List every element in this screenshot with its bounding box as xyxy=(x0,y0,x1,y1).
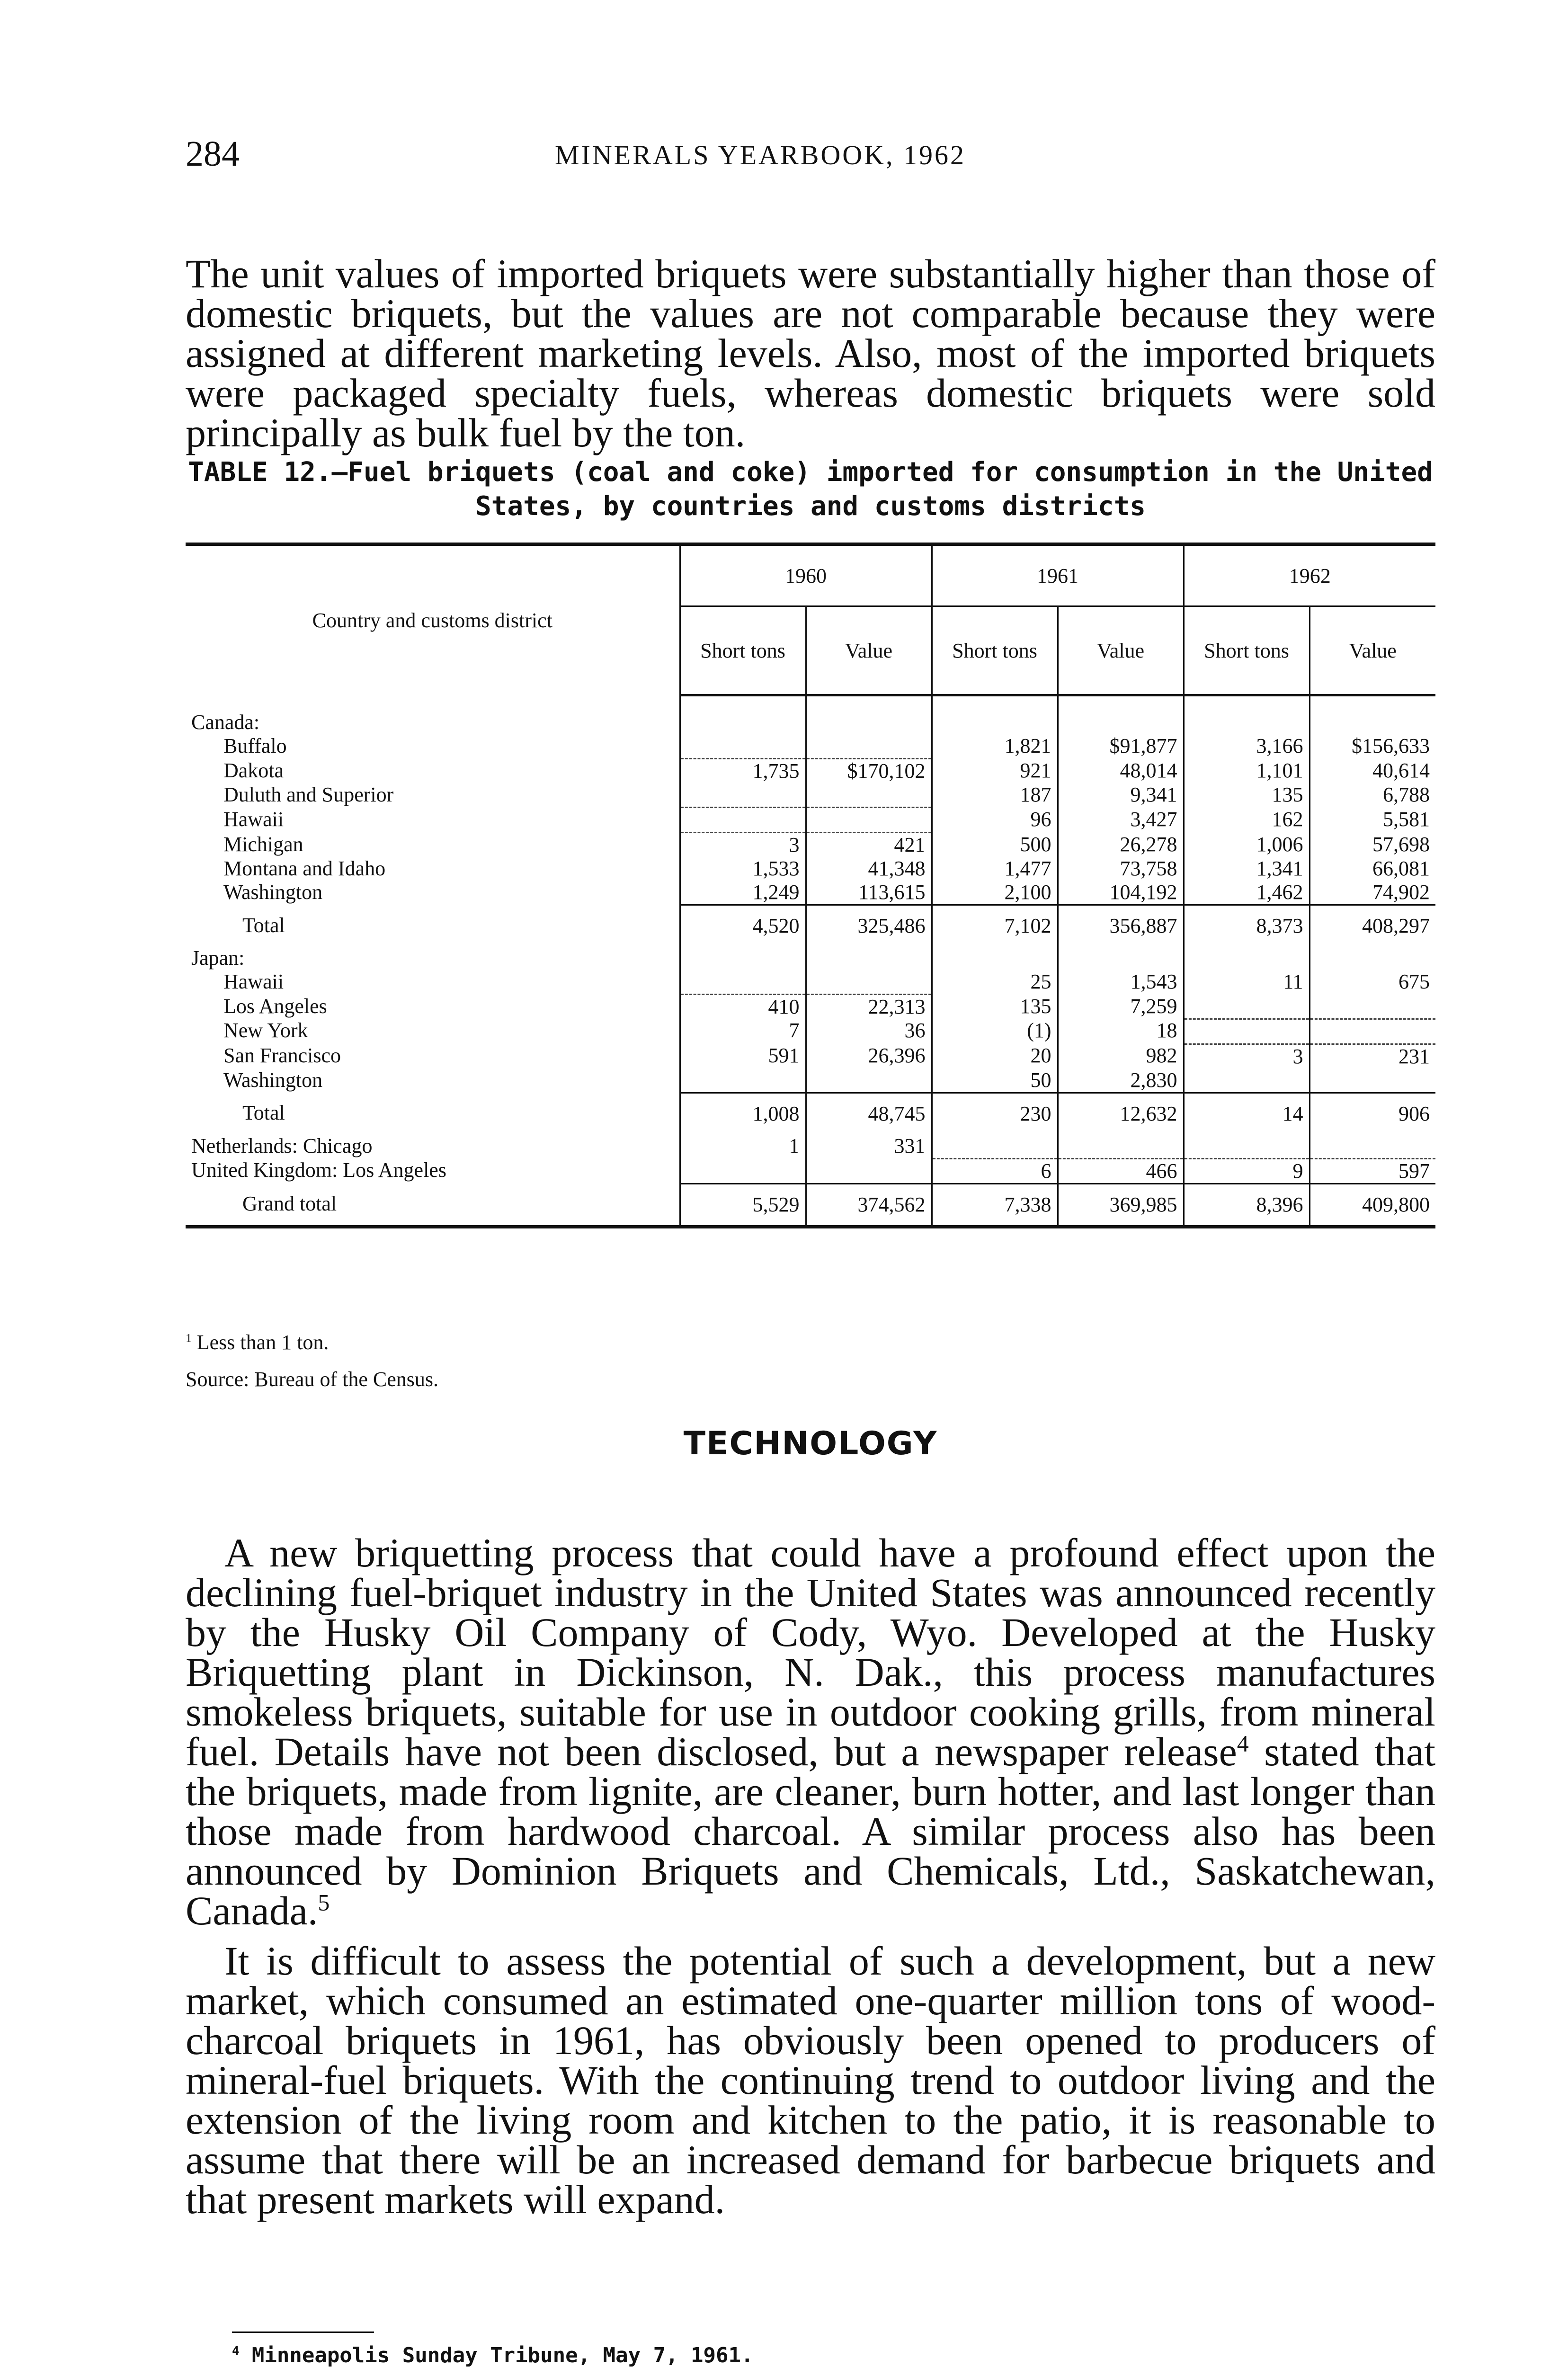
cell: 11 xyxy=(1184,970,1310,995)
cell: 466 xyxy=(1058,1158,1184,1184)
table-row xyxy=(186,995,1435,1019)
cell: 1,101 xyxy=(1184,759,1310,783)
row-label: Netherlands: Chicago xyxy=(191,1134,373,1157)
cell: 409,800 xyxy=(1310,1184,1435,1227)
row-label: Total xyxy=(242,913,285,937)
row-label: Dakota xyxy=(223,758,284,782)
cell: 74,902 xyxy=(1310,881,1435,905)
cell: 7,338 xyxy=(932,1184,1058,1227)
section-heading: TECHNOLOGY xyxy=(683,1425,938,1462)
cell xyxy=(1184,1019,1310,1044)
footnote-divider xyxy=(232,2331,374,2333)
cell xyxy=(680,1068,806,1093)
value-header: Value xyxy=(806,606,932,695)
cell: 36 xyxy=(806,1019,932,1044)
cell: 41,348 xyxy=(806,857,932,881)
row-label: Washington xyxy=(223,881,323,904)
table-row xyxy=(186,881,1435,905)
cell xyxy=(1184,995,1310,1019)
table-row xyxy=(186,808,1435,833)
row-label: Hawaii xyxy=(223,807,284,831)
table-row xyxy=(186,1044,1435,1068)
cell: 7 xyxy=(680,1019,806,1044)
cell: 25 xyxy=(932,970,1058,995)
cell: 1,735 xyxy=(680,759,806,783)
page-number: 284 xyxy=(186,134,240,174)
cell: 22,313 xyxy=(806,995,932,1019)
cell: (1) xyxy=(932,1019,1058,1044)
cell: 1,006 xyxy=(1184,833,1310,857)
short-tons-header: Short tons xyxy=(1184,606,1310,695)
cell xyxy=(932,1134,1058,1159)
cell: 1,341 xyxy=(1184,857,1310,881)
table-title-line-1: TABLE 12.—Fuel briquets (coal and coke) imported for consumption in the United xyxy=(188,457,1433,488)
cell: 48,014 xyxy=(1058,759,1184,783)
cell: $170,102 xyxy=(806,759,932,783)
cell: 906 xyxy=(1310,1093,1435,1134)
paragraph-text: stated that the briquets, made from lignite, are cleaner, burn hotter, and last longer than those made from hardwood charcoal. A similar process also has been announced by Dominion Briquets and Chemicals, Ltd., Saskatchewan, Canada. xyxy=(186,1729,1435,1933)
cell: 50 xyxy=(932,1068,1058,1093)
cell: 7,102 xyxy=(932,905,1058,947)
cell: $156,633 xyxy=(1310,734,1435,759)
cell: 104,192 xyxy=(1058,881,1184,905)
cell: 675 xyxy=(1310,970,1435,995)
table-row xyxy=(186,1134,1435,1159)
briquet-imports-table xyxy=(186,543,1435,1228)
row-label: Los Angeles xyxy=(223,994,327,1018)
cell xyxy=(1310,995,1435,1019)
cell: 57,698 xyxy=(1310,833,1435,857)
table-row xyxy=(186,1019,1435,1044)
cell: 3 xyxy=(1184,1044,1310,1068)
cell: 12,632 xyxy=(1058,1093,1184,1134)
row-label: Washington xyxy=(223,1068,323,1092)
reference xyxy=(232,2343,753,2367)
cell: 921 xyxy=(932,759,1058,783)
cell: 48,745 xyxy=(806,1093,932,1134)
cell: 66,081 xyxy=(1310,857,1435,881)
value-header: Value xyxy=(1310,606,1435,695)
row-label: Grand total xyxy=(242,1192,337,1215)
table-row xyxy=(186,1158,1435,1184)
row-label: Duluth and Superior xyxy=(223,783,394,806)
cell: 3,427 xyxy=(1058,808,1184,833)
value-header: Value xyxy=(1058,606,1184,695)
cell: 8,396 xyxy=(1184,1184,1310,1227)
cell: 3,166 xyxy=(1184,734,1310,759)
cell: 1,477 xyxy=(932,857,1058,881)
cell xyxy=(1058,1134,1184,1159)
group-label-row xyxy=(186,711,1435,734)
technology-paragraph-2: It is difficult to assess the potential of such a development, but a new market, which consumed an estimated one-quarter million tons of wood-charcoal briquets in 1961, has obviously been opened to producers of mineral-fuel briquets. With the continuing trend to outdoor living and the extension of the living room and kitchen to the patio, it is reasonable to assume that there will be an increased demand for barbecue briquets and that present markets will expand. xyxy=(186,1938,1435,2222)
row-label: San Francisco xyxy=(223,1044,341,1067)
cell: 135 xyxy=(932,995,1058,1019)
group-label: Canada: xyxy=(191,711,260,734)
cell: 3 xyxy=(680,833,806,857)
grand-total-row xyxy=(186,1184,1435,1227)
cell: 1,008 xyxy=(680,1093,806,1134)
cell: 1,533 xyxy=(680,857,806,881)
total-row xyxy=(186,905,1435,947)
year-header-row xyxy=(186,544,1435,606)
cell xyxy=(1184,1068,1310,1093)
reference-text: Minneapolis Sunday Tribune, May 7, 1961. xyxy=(251,2343,754,2367)
cell: 1,821 xyxy=(932,734,1058,759)
cell: 356,887 xyxy=(1058,905,1184,947)
group-label: Japan: xyxy=(191,946,245,970)
technology-paragraph-1 xyxy=(186,1530,1435,1933)
cell xyxy=(1310,1019,1435,1044)
year-header: 1960 xyxy=(680,544,932,606)
total-row xyxy=(186,1093,1435,1134)
cell xyxy=(806,783,932,808)
table-row xyxy=(186,759,1435,783)
cell: 231 xyxy=(1310,1044,1435,1068)
cell xyxy=(680,734,806,759)
year-header: 1961 xyxy=(932,544,1184,606)
short-tons-header: Short tons xyxy=(680,606,806,695)
cell xyxy=(1310,1068,1435,1093)
cell xyxy=(680,970,806,995)
cell: 162 xyxy=(1184,808,1310,833)
cell xyxy=(1310,1134,1435,1159)
cell: 374,562 xyxy=(806,1184,932,1227)
cell: 597 xyxy=(1310,1158,1435,1184)
footnote-ref: 4 xyxy=(1237,1730,1249,1757)
running-head: MINERALS YEARBOOK, 1962 xyxy=(555,140,966,170)
cell: 135 xyxy=(1184,783,1310,808)
cell: 230 xyxy=(932,1093,1058,1134)
cell: 8,373 xyxy=(1184,905,1310,947)
cell: 40,614 xyxy=(1310,759,1435,783)
row-label: Montana and Idaho xyxy=(223,857,386,880)
footnote-ref: 5 xyxy=(318,1889,330,1916)
cell xyxy=(680,808,806,833)
group-label-row xyxy=(186,946,1435,970)
cell: $91,877 xyxy=(1058,734,1184,759)
cell xyxy=(806,1068,932,1093)
cell xyxy=(806,734,932,759)
cell xyxy=(806,1158,932,1184)
cell xyxy=(680,1158,806,1184)
short-tons-header: Short tons xyxy=(932,606,1058,695)
cell: 20 xyxy=(932,1044,1058,1068)
table-footnote xyxy=(186,1330,329,1354)
table-source: Source: Bureau of the Census. xyxy=(186,1368,438,1391)
row-label: Buffalo xyxy=(223,734,287,757)
intro-paragraph: The unit values of imported briquets were substantially higher than those of domestic briquets, but the values are not comparable because they were assigned at different marketing levels. Also, most of the imported briquets were packaged specialty fuels, whereas domestic briquets were sold principally as bulk fuel by the ton. xyxy=(186,251,1435,455)
cell: 5,529 xyxy=(680,1184,806,1227)
cell: 96 xyxy=(932,808,1058,833)
cell xyxy=(1184,1134,1310,1159)
row-label: Michigan xyxy=(223,832,303,856)
cell: 26,396 xyxy=(806,1044,932,1068)
row-label: Hawaii xyxy=(223,970,284,993)
table-row xyxy=(186,1068,1435,1093)
cell: 421 xyxy=(806,833,932,857)
paragraph-text: A new briquetting process that could have a profound effect upon the declining fuel-briquet industry in the United States was announced recently by the Husky Oil Company of Cody, Wyo. Developed at the Husky Briquetting plant in Dickinson, N. Dak., this process manufactures smokeless briquets, suitable for use in outdoor cooking grills, from mineral fuel. Details have not been disclosed, but a newspaper release xyxy=(186,1530,1435,1774)
cell: 2,100 xyxy=(932,881,1058,905)
cell: 73,758 xyxy=(1058,857,1184,881)
cell: 410 xyxy=(680,995,806,1019)
cell: 591 xyxy=(680,1044,806,1068)
reference-mark: 4 xyxy=(232,2344,240,2358)
cell: 26,278 xyxy=(1058,833,1184,857)
cell: 9 xyxy=(1184,1158,1310,1184)
cell: 1,249 xyxy=(680,881,806,905)
table-row xyxy=(186,970,1435,995)
cell: 187 xyxy=(932,783,1058,808)
cell xyxy=(806,808,932,833)
cell: 5,581 xyxy=(1310,808,1435,833)
row-label: United Kingdom: Los Angeles xyxy=(191,1158,446,1182)
row-label: New York xyxy=(223,1019,308,1042)
row-label: Total xyxy=(242,1101,285,1124)
cell: 6,788 xyxy=(1310,783,1435,808)
page-header xyxy=(186,133,1435,186)
year-header: 1962 xyxy=(1184,544,1435,606)
cell: 113,615 xyxy=(806,881,932,905)
cell: 6 xyxy=(932,1158,1058,1184)
table-row xyxy=(186,734,1435,759)
table-title-line-2: States, by countries and customs districts xyxy=(475,491,1146,522)
cell: 9,341 xyxy=(1058,783,1184,808)
table-title xyxy=(186,455,1435,524)
cell: 18 xyxy=(1058,1019,1184,1044)
cell: 331 xyxy=(806,1134,932,1159)
cell: 7,259 xyxy=(1058,995,1184,1019)
cell: 408,297 xyxy=(1310,905,1435,947)
table-row xyxy=(186,833,1435,857)
cell: 500 xyxy=(932,833,1058,857)
footnote-text: Less than 1 ton. xyxy=(196,1331,329,1354)
cell: 4,520 xyxy=(680,905,806,947)
cell: 1,543 xyxy=(1058,970,1184,995)
cell: 325,486 xyxy=(806,905,932,947)
cell: 1,462 xyxy=(1184,881,1310,905)
cell: 2,830 xyxy=(1058,1068,1184,1093)
country-column-header: Country and customs district xyxy=(312,609,552,632)
cell: 982 xyxy=(1058,1044,1184,1068)
table-row xyxy=(186,857,1435,881)
footnote-mark: 1 xyxy=(186,1331,192,1345)
cell xyxy=(680,783,806,808)
cell: 14 xyxy=(1184,1093,1310,1134)
table-row xyxy=(186,783,1435,808)
cell xyxy=(806,970,932,995)
cell: 1 xyxy=(680,1134,806,1159)
cell: 369,985 xyxy=(1058,1184,1184,1227)
